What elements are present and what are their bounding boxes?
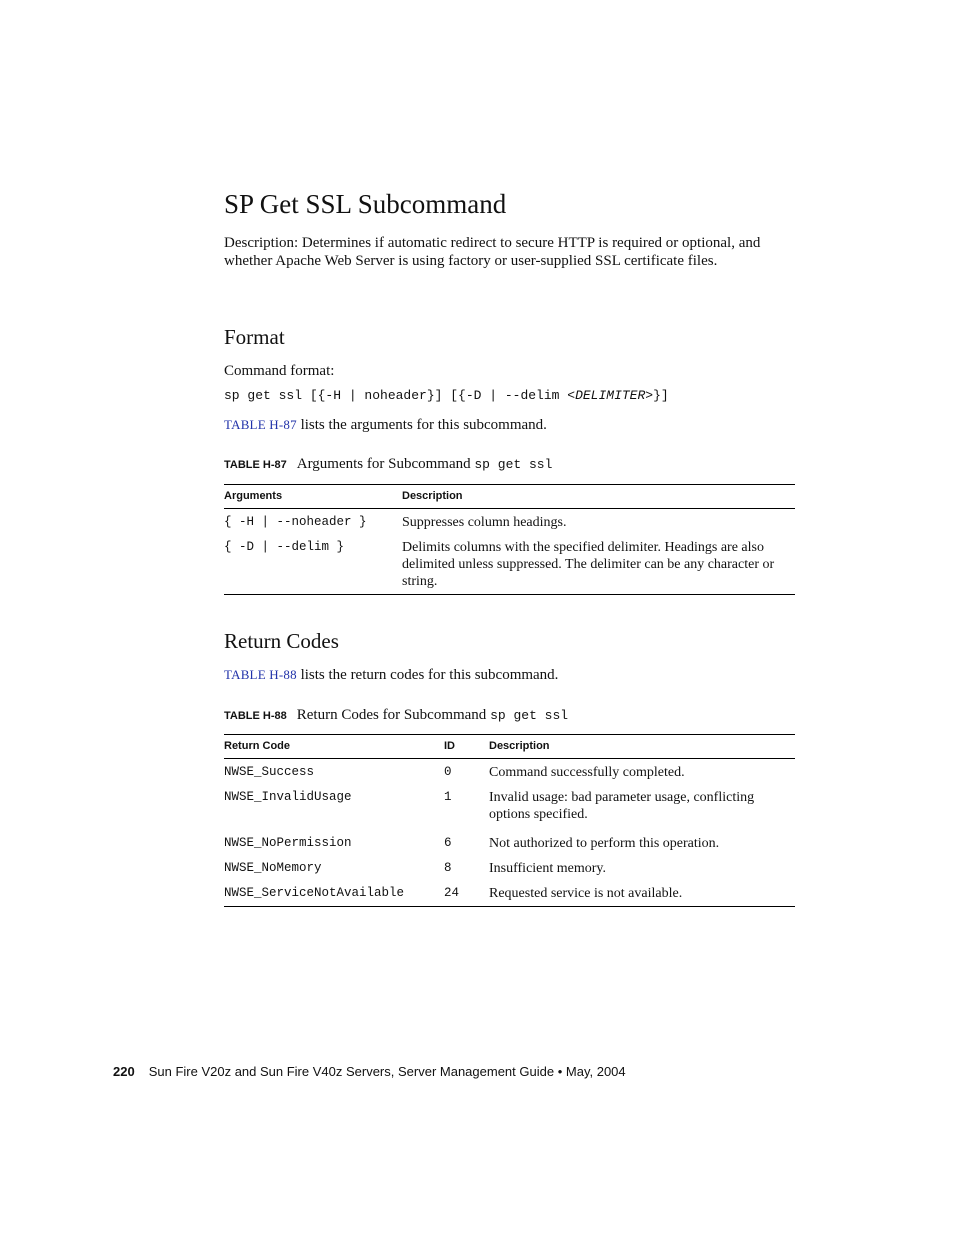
table-h87-link[interactable]: TABLE H-87	[224, 417, 297, 432]
format-heading: Format	[224, 325, 285, 349]
return-codes-table-reference	[224, 666, 796, 684]
table-row	[224, 533, 795, 595]
return-codes-ref-text: lists the return codes for this subcommand.	[296, 667, 559, 683]
id-cell: 24	[444, 879, 489, 907]
description-cell: Insufficient memory.	[489, 861, 607, 876]
page-footer	[113, 1063, 626, 1081]
table-h88-caption-code: sp get ssl	[490, 708, 569, 723]
footer-bullet: •	[557, 1064, 563, 1079]
table-row	[224, 879, 795, 907]
table-h88-tag: TABLE H-88	[224, 710, 287, 722]
argument-cell: { -D | --delim }	[224, 533, 402, 595]
id-cell: 0	[444, 765, 452, 779]
command-syntax	[224, 387, 669, 405]
table-row	[224, 759, 795, 784]
footer-title: Sun Fire V20z and Sun Fire V40z Servers, Server Management Guide	[148, 1064, 555, 1079]
format-ref-text: lists the arguments for this subcommand.	[296, 417, 547, 433]
section-title: SP Get SSL Subcommand	[224, 189, 507, 219]
table-row	[224, 825, 795, 854]
table-row	[224, 854, 795, 879]
command-suffix: >}]	[645, 388, 669, 403]
column-header: Arguments	[224, 485, 402, 509]
return-code-cell: NWSE_ServiceNotAvailable	[224, 879, 444, 907]
table-h88-caption-text: Return Codes for Subcommand	[296, 707, 491, 723]
return-codes-heading: Return Codes	[224, 629, 339, 653]
description-cell: Invalid usage: bad parameter usage, conflicting options specified.	[489, 790, 755, 822]
table-h87-caption	[224, 454, 552, 475]
id-cell: 1	[444, 790, 452, 804]
table-header-row	[224, 485, 795, 509]
id-cell: 8	[444, 861, 452, 875]
arguments-table	[224, 484, 795, 595]
format-table-reference	[224, 416, 796, 434]
table-h87-caption-text: Arguments for Subcommand	[296, 456, 475, 472]
table-header-row	[224, 735, 795, 759]
column-header: Description	[402, 485, 795, 509]
return-code-cell: NWSE_InvalidUsage	[224, 790, 352, 804]
column-header: Description	[489, 735, 795, 759]
table-row	[224, 783, 795, 825]
description-cell: Suppresses column headings.	[402, 515, 567, 530]
command-placeholder: DELIMITER	[575, 388, 646, 403]
return-codes-table	[224, 734, 795, 907]
table-row	[224, 509, 795, 534]
table-h88-link[interactable]: TABLE H-88	[224, 667, 297, 682]
description-cell: Not authorized to perform this operation.	[489, 836, 720, 851]
format-intro: Command format:	[224, 363, 335, 379]
argument-cell: { -H | --noheader }	[224, 515, 367, 529]
description-cell: Command successfully completed.	[489, 765, 685, 780]
description-cell: Requested service is not available.	[489, 879, 795, 907]
table-h87-caption-code: sp get ssl	[474, 457, 553, 472]
table-h87-tag: TABLE H-87	[224, 459, 287, 471]
section-description: Description: Determines if automatic redirect to secure HTTP is required or optional, and whether Apache Web Server is using factory or user-supplied SSL certificate files.	[224, 235, 761, 269]
column-header: ID	[444, 735, 489, 759]
page-number: 220	[113, 1064, 135, 1079]
footer-date: May, 2004	[565, 1064, 626, 1079]
table-h88-caption	[224, 705, 568, 726]
return-code-cell: NWSE_Success	[224, 765, 315, 779]
description-cell: Delimits columns with the specified delimiter. Headings are also delimited unless suppressed. The delimiter can be any character or string.	[402, 533, 795, 595]
id-cell: 6	[444, 836, 452, 850]
return-code-cell: NWSE_NoMemory	[224, 861, 322, 875]
command-prefix: sp get ssl [{-H | noheader}] [{-D | --delim <	[224, 388, 576, 403]
return-code-cell: NWSE_NoPermission	[224, 836, 352, 850]
column-header: Return Code	[224, 735, 444, 759]
